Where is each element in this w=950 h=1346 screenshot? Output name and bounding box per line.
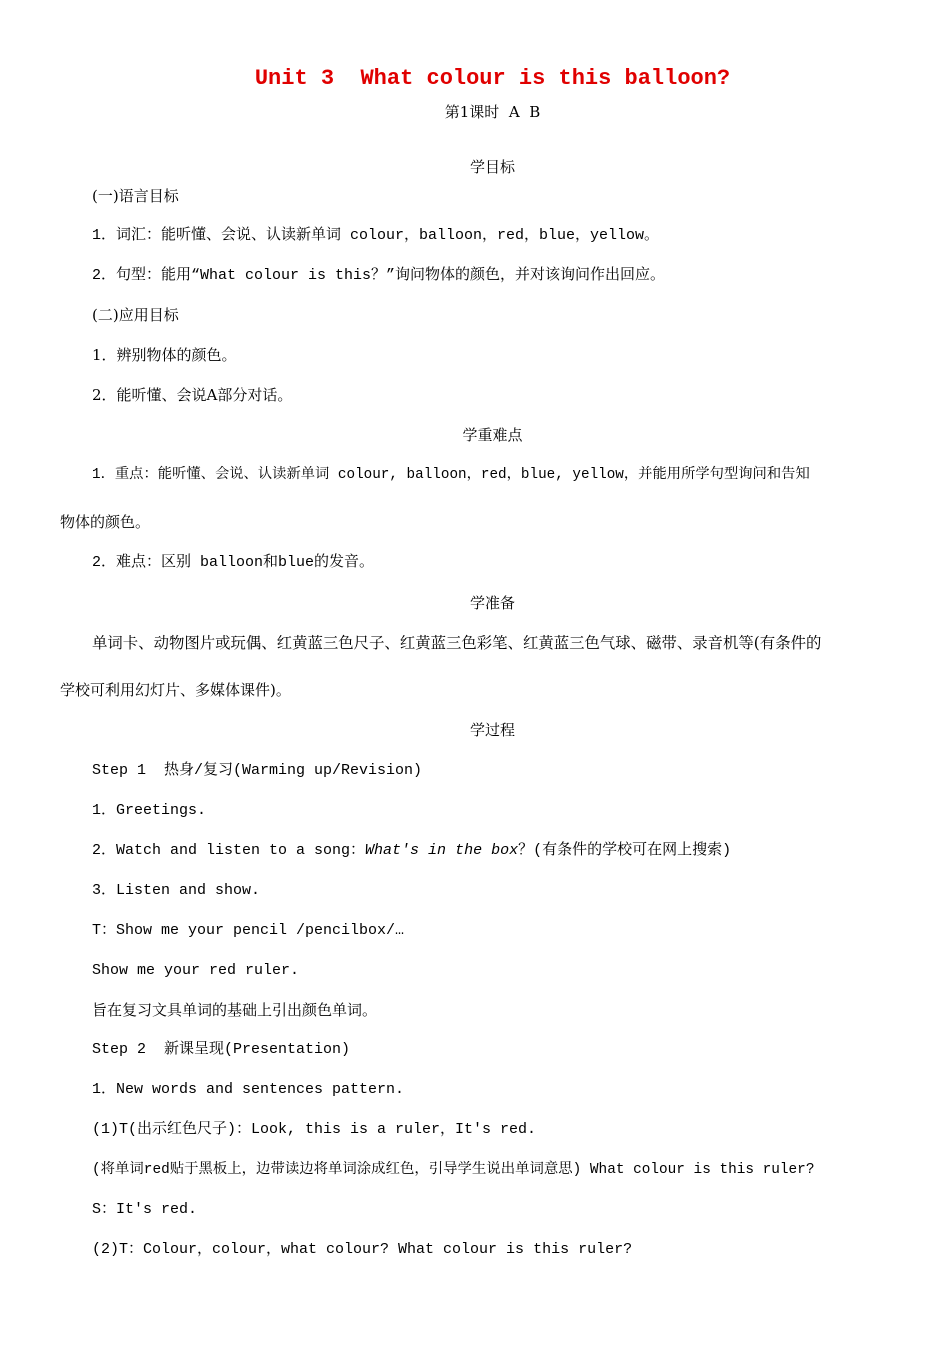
process-line: (1)T(出示红色尺子)：Look, this is a ruler，It's red. [92,1121,537,1138]
process-line: 旨在复习文具单词的基础上引出颜色单词。 [92,1001,378,1019]
goal-line: (二)应用目标 [92,306,179,324]
process-line: 3．Listen and show. [92,882,261,899]
section-heading-preparation: 学准备 [469,594,515,612]
process-line: Show me your red ruler. [92,962,300,979]
goal-line: 2．句型：能用“What colour is this？”询问物体的颜色，并对该询问作出回应。 [92,267,666,284]
key-point-line: 2．难点：区别 balloon和blue的发音。 [92,554,375,571]
section-heading-key-points: 学重难点 [462,426,523,444]
process-line: (将单词red贴于黑板上，边带读边将单词涂成红色，引导学生说出单词意思) What colour is this ruler? [92,1162,815,1178]
process-line: (2)T：Colour，colour，what colour? What colour is this ruler? [92,1241,633,1258]
song-title: What's in the box [365,842,519,859]
process-line [92,841,731,861]
preparation-line: 单词卡、动物图片或玩偶、红黄蓝三色尺子、红黄蓝三色彩笔、红黄蓝三色气球、磁带、录音机等(有条件的 [92,634,822,652]
process-line: 1．Greetings. [92,802,207,819]
preparation-line: 学校可利用幻灯片、多媒体课件)。 [60,681,291,699]
goal-line: 1．辨别物体的颜色。 [92,346,237,364]
process-line: Step 2 新课呈现(Presentation) [92,1041,351,1058]
key-point-line: 物体的颜色。 [60,513,151,531]
process-line: 1．New words and sentences pattern. [92,1081,405,1098]
document-title: Unit 3 What colour is this balloon? [254,66,731,91]
process-line: Step 1 热身/复习(Warming up/Revision) [92,762,423,779]
goal-line: 2．能听懂、会说A部分对话。 [92,386,293,404]
key-point-line: 1．重点：能听懂、会说、认读新单词 colour, balloon，red，blue, yellow，并能用所学句型询问和告知 [92,467,810,483]
section-heading-goals: 学目标 [469,158,515,176]
process-text: 2．Watch and listen to a song： [92,842,366,859]
goal-line: 1．词汇：能听懂、会说、认读新单词 colour，balloon，red，blue，yellow。 [92,227,660,244]
process-line: S：It's red. [92,1201,198,1218]
section-heading-process: 学过程 [469,721,515,739]
goal-line: (一)语言目标 [92,187,179,205]
process-line: T：Show me your pencil /pencilbox/… [92,922,405,939]
lesson-subtitle: 第1课时 A B [444,103,541,121]
process-text: ？(有条件的学校可在网上搜索) [518,842,732,859]
